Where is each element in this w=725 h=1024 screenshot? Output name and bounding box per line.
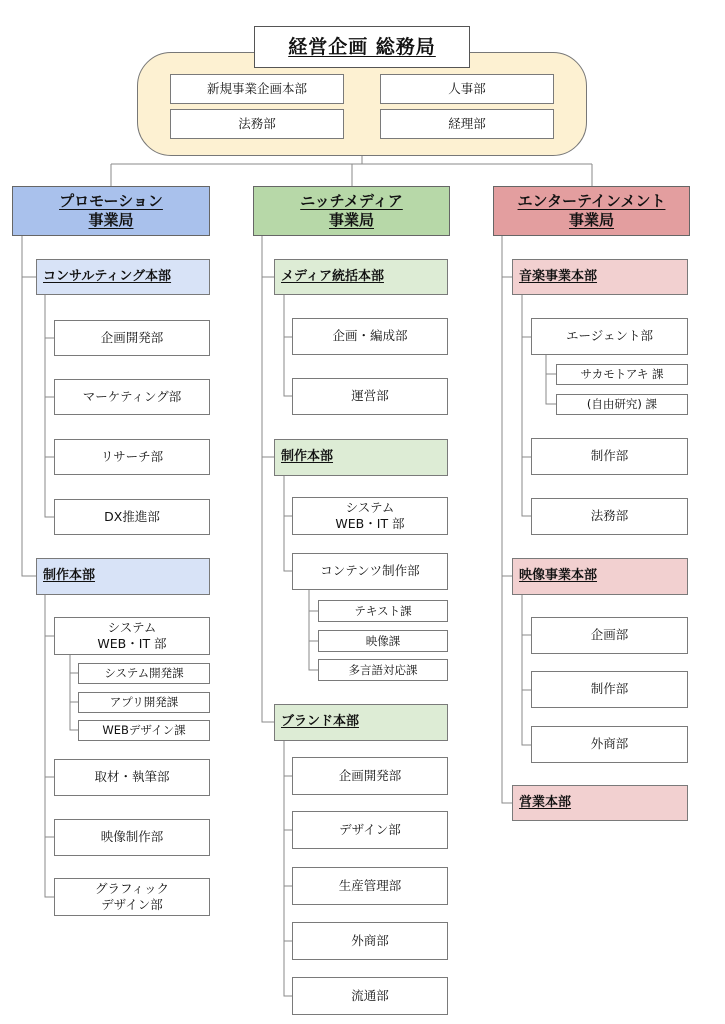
brand-planning-development-dept: 企画開発部 — [292, 757, 448, 795]
promotion-system-web-it-dept: システム WEB・IT 部 — [54, 617, 210, 655]
video-section: 映像課 — [318, 630, 448, 652]
production-management-dept: 生産管理部 — [292, 867, 448, 905]
brand-hq: ブランド本部 — [274, 704, 448, 741]
system-development-section: システム開発課 — [78, 663, 210, 684]
video-business-hq: 映像事業本部 — [512, 558, 688, 595]
niche-media-bureau: ニッチメディア 事業局 — [253, 186, 450, 236]
video-planning-dept: 企画部 — [531, 617, 688, 654]
consulting-hq: コンサルティング本部 — [36, 259, 210, 295]
contents-production-dept: コンテンツ制作部 — [292, 553, 448, 590]
operations-dept: 運営部 — [292, 378, 448, 415]
interview-writing-dept: 取材・執筆部 — [54, 759, 210, 796]
video-production-dept-ent: 制作部 — [531, 671, 688, 708]
music-legal-dept: 法務部 — [531, 498, 688, 535]
legal-dept: 法務部 — [170, 109, 344, 139]
research-dept: リサーチ部 — [54, 439, 210, 475]
agent-dept: エージェント部 — [531, 318, 688, 355]
media-management-hq: メディア統括本部 — [274, 259, 448, 295]
management-bureau-title: 経営企画 総務局 — [254, 26, 470, 68]
graphic-design-dept: グラフィック デザイン部 — [54, 878, 210, 916]
new-business-planning-hq: 新規事業企画本部 — [170, 74, 344, 104]
sales-hq: 営業本部 — [512, 785, 688, 821]
brand-external-sales-dept: 外商部 — [292, 922, 448, 960]
music-business-hq: 音楽事業本部 — [512, 259, 688, 295]
hr-dept: 人事部 — [380, 74, 554, 104]
planning-editing-dept: 企画・編成部 — [292, 318, 448, 355]
multilingual-section: 多言語対応課 — [318, 659, 448, 681]
app-development-section: アプリ開発課 — [78, 692, 210, 713]
entertainment-bureau: エンターテインメント 事業局 — [493, 186, 690, 236]
sakamoto-aki-section: サカモトアキ 課 — [556, 364, 688, 385]
dx-promotion-dept: DX推進部 — [54, 499, 210, 535]
accounting-dept: 経理部 — [380, 109, 554, 139]
niche-system-web-it-dept: システム WEB・IT 部 — [292, 497, 448, 535]
web-design-section: WEBデザイン課 — [78, 720, 210, 741]
video-external-sales-dept: 外商部 — [531, 726, 688, 763]
promotion-bureau: プロモーション 事業局 — [12, 186, 210, 236]
free-research-section: (自由研究) 課 — [556, 394, 688, 415]
promotion-production-hq: 制作本部 — [36, 558, 210, 595]
video-production-dept: 映像制作部 — [54, 819, 210, 856]
text-section: テキスト課 — [318, 600, 448, 622]
niche-production-hq: 制作本部 — [274, 439, 448, 476]
marketing-dept: マーケティング部 — [54, 379, 210, 415]
planning-development-dept: 企画開発部 — [54, 320, 210, 356]
music-production-dept: 制作部 — [531, 438, 688, 475]
brand-design-dept: デザイン部 — [292, 811, 448, 849]
distribution-dept: 流通部 — [292, 977, 448, 1015]
